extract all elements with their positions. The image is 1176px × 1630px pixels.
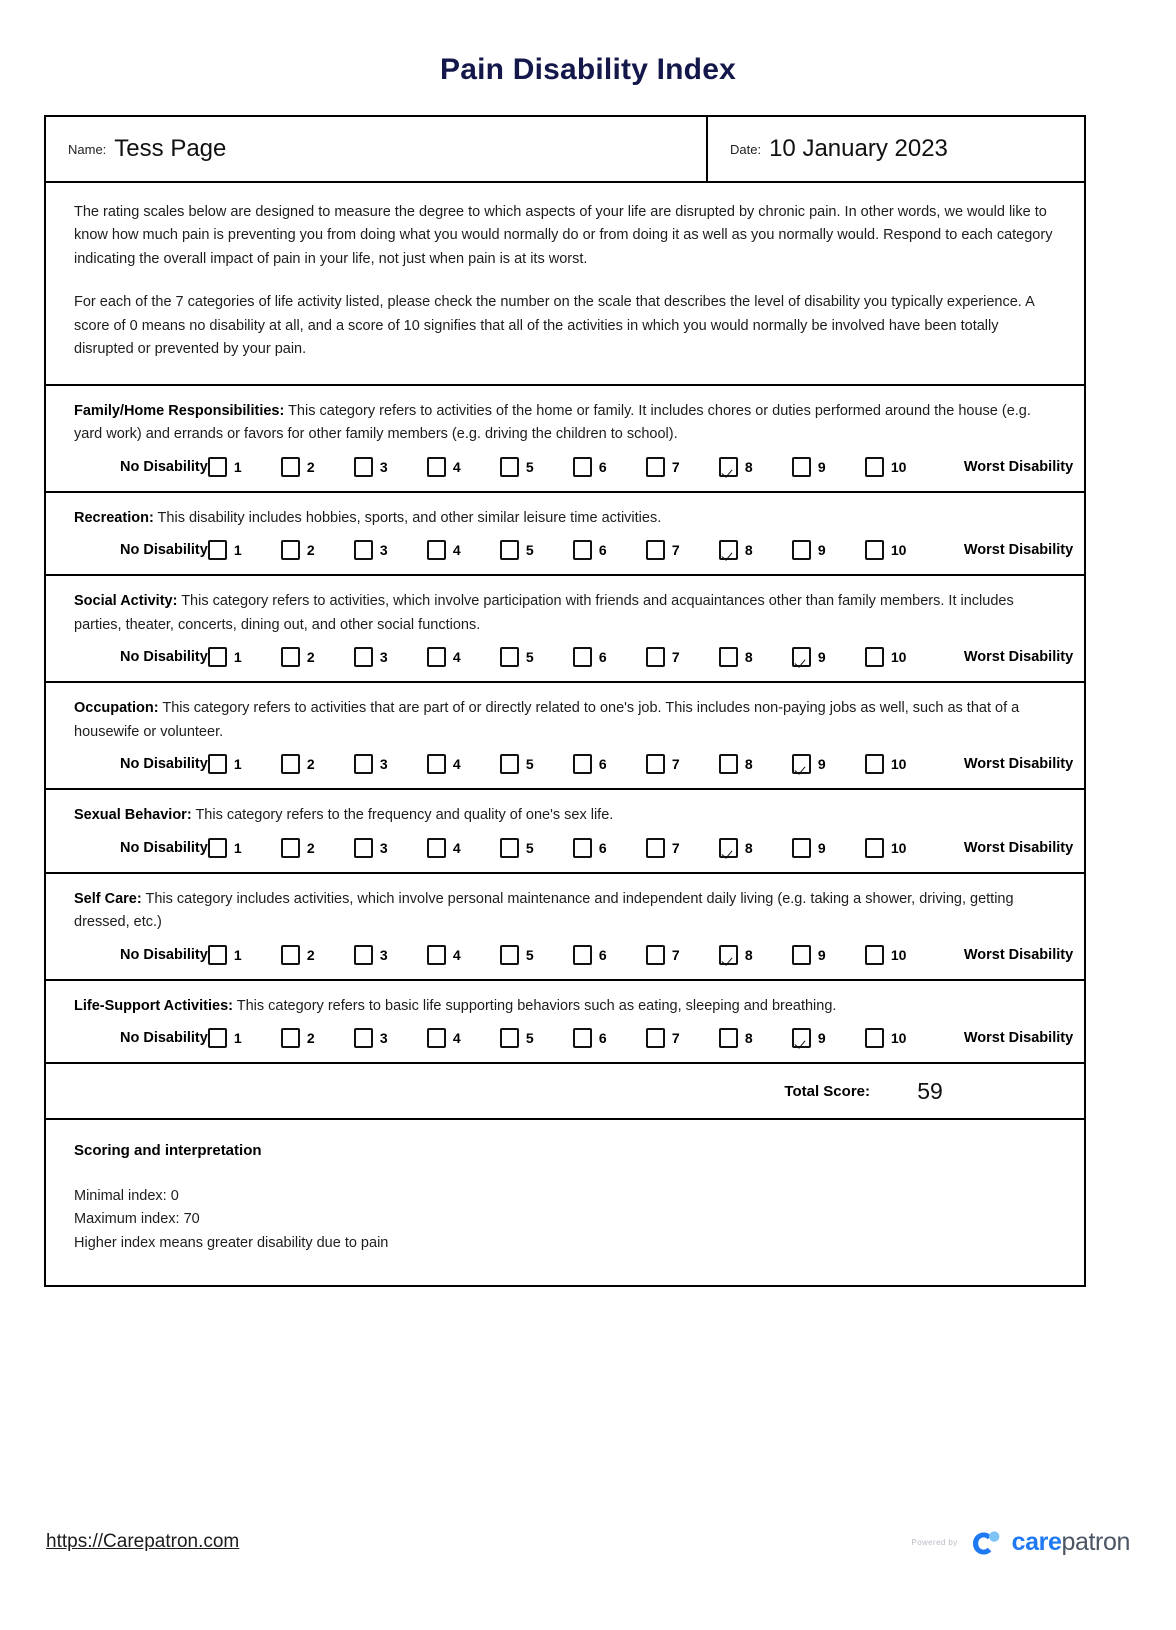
rating-scale-row [74,945,1074,965]
checkbox-icon[interactable] [500,1028,519,1048]
rating-option[interactable] [427,1028,500,1048]
checkbox-icon[interactable] [719,1028,738,1048]
rating-option-number: 7 [671,542,680,559]
checkbox-icon[interactable] [354,945,373,965]
category-name: Sexual Behavior: [74,807,192,824]
rating-option[interactable] [573,540,646,560]
checkbox-icon[interactable] [573,540,592,560]
rating-option[interactable] [792,754,865,774]
rating-option[interactable] [354,754,427,774]
rating-option[interactable] [646,457,719,477]
rating-option[interactable] [500,945,573,965]
rating-option[interactable] [646,540,719,560]
date-label: Date: [730,141,762,157]
rating-option-number: 5 [525,839,534,856]
rating-option-number: 6 [598,946,607,963]
rating-option[interactable] [792,1028,865,1048]
rating-option-number: 1 [233,839,242,856]
category-block [46,981,1084,1064]
rating-option[interactable] [427,754,500,774]
category-name: Occupation: [74,700,159,717]
rating-option[interactable] [792,457,865,477]
rating-option[interactable] [500,754,573,774]
checkbox-icon[interactable] [792,540,811,560]
rating-option[interactable] [646,1028,719,1048]
checkbox-icon[interactable] [573,457,592,477]
page-title: Pain Disability Index [440,53,736,86]
instructions-block [46,183,1084,386]
category-description-text: This category refers to basic life supporting behaviors such as eating, sleeping and breathing. [232,997,837,1014]
rating-option[interactable] [281,838,354,858]
checkbox-checked-icon[interactable] [792,754,811,774]
instructions-paragraph-1: The rating scales below are designed to measure the degree to which aspects of your life are disrupted by chronic pain. In other words, we would like to know how much pain is preventing you from doing what you would normally do or from doing it as well as you normally would. Respond to each category indicating the overall impact of pain in your life, not just when pain is at its worst. [74,204,1053,267]
rating-option[interactable] [354,1028,427,1048]
rating-option-number: 4 [452,458,461,475]
rating-option[interactable] [792,647,865,667]
rating-option-number: 1 [233,756,242,773]
rating-option-number: 2 [306,458,315,475]
checkbox-group [208,540,938,560]
rating-option[interactable] [500,1028,573,1048]
checkbox-icon[interactable] [427,838,446,858]
category-name: Social Activity: [74,593,178,610]
rating-option[interactable] [865,647,938,667]
checkbox-icon[interactable] [646,945,665,965]
checkbox-icon[interactable] [719,754,738,774]
rating-option-number: 5 [525,458,534,475]
checkbox-group [208,457,938,477]
checkbox-icon[interactable] [208,754,227,774]
rating-option-number: 6 [598,458,607,475]
checkbox-icon[interactable] [281,945,300,965]
rating-option[interactable] [719,457,792,477]
rating-option-number: 2 [306,649,315,666]
scale-label-no-disability: No Disability [120,946,208,963]
rating-scale-row [74,838,1074,858]
rating-option[interactable] [281,945,354,965]
category-description [74,400,1056,447]
category-description-text: This category refers to activities that are part of or directly related to one's job. This includes non-paying jobs as well, such as that of a housewife or volunteer. [74,700,1020,740]
checkbox-icon[interactable] [792,457,811,477]
rating-option[interactable] [573,754,646,774]
rating-option[interactable] [719,540,792,560]
checkbox-icon[interactable] [281,457,300,477]
rating-option-number: 10 [890,649,907,666]
rating-option-number: 3 [379,946,388,963]
rating-option-number: 5 [525,542,534,559]
checkbox-icon[interactable] [500,838,519,858]
rating-option[interactable] [573,1028,646,1048]
rating-option-number: 8 [744,946,753,963]
rating-option[interactable] [573,838,646,858]
checkbox-icon[interactable] [646,1028,665,1048]
scale-label-no-disability: No Disability [120,756,208,773]
rating-option[interactable] [500,647,573,667]
rating-option[interactable] [865,457,938,477]
powered-by-label: Powered by [911,1537,958,1547]
rating-option-number: 6 [598,756,607,773]
rating-option-number: 9 [817,1030,826,1047]
instructions-paragraph-2: For each of the 7 categories of life activity listed, please check the number on the scale that describes the level of disability you typically experience. A score of 0 means no disability at all, and a score of 10 signifies that all of the activities in which you would normally be involved have been totally disrupted or prevented by your pain. [74,294,1034,358]
form-frame [44,115,1086,1287]
rating-option-number: 5 [525,946,534,963]
scale-label-worst-disability: Worst Disability [963,839,1074,856]
rating-option-number: 3 [379,756,388,773]
rating-option[interactable] [719,754,792,774]
rating-scale-row [74,540,1074,560]
category-description [74,995,1056,1018]
rating-option[interactable] [865,754,938,774]
checkbox-icon[interactable] [354,457,373,477]
name-label: Name: [68,141,107,157]
scoring-maximum-index: Maximum index: 70 [74,1211,200,1228]
category-block [46,874,1084,981]
checkbox-icon[interactable] [208,838,227,858]
checkbox-icon[interactable] [573,647,592,667]
scale-label-worst-disability: Worst Disability [963,1030,1074,1047]
rating-option-number: 4 [452,542,461,559]
checkbox-icon[interactable] [865,945,884,965]
checkbox-icon[interactable] [792,838,811,858]
rating-option-number: 3 [379,1030,388,1047]
rating-option-number: 8 [744,458,753,475]
scale-label-no-disability: No Disability [120,1030,208,1047]
category-description-text: This disability includes hobbies, sports, and other similar leisure time activities. [153,509,662,526]
rating-option[interactable] [646,754,719,774]
checkbox-icon[interactable] [646,540,665,560]
rating-option-number: 6 [598,542,607,559]
rating-option[interactable] [427,838,500,858]
rating-option-number: 7 [671,756,680,773]
checkbox-icon[interactable] [208,1028,227,1048]
category-block [46,683,1084,790]
category-block [46,493,1084,576]
checkbox-icon[interactable] [573,1028,592,1048]
rating-option-number: 4 [452,756,461,773]
checkbox-icon[interactable] [427,540,446,560]
rating-option[interactable] [719,945,792,965]
scale-label-worst-disability: Worst Disability [963,756,1074,773]
rating-option[interactable] [354,838,427,858]
rating-option-number: 6 [598,839,607,856]
carepatron-logo-icon [969,1525,1003,1559]
checkbox-icon[interactable] [792,945,811,965]
rating-option[interactable] [573,647,646,667]
rating-option-number: 9 [817,542,826,559]
checkbox-group [208,838,938,858]
checkbox-icon[interactable] [427,647,446,667]
checkbox-icon[interactable] [427,945,446,965]
rating-option-number: 1 [233,649,242,666]
category-description [74,888,1056,935]
scoring-title: Scoring and interpretation [74,1142,262,1160]
scale-label-worst-disability: Worst Disability [963,458,1074,475]
rating-option[interactable] [354,457,427,477]
rating-option-number: 3 [379,839,388,856]
rating-option-number: 9 [817,649,826,666]
checkbox-checked-icon[interactable] [792,647,811,667]
rating-option[interactable] [646,945,719,965]
name-field[interactable] [46,117,708,181]
checkbox-group [208,945,938,965]
scoring-note: Higher index means greater disability due to pain [74,1234,389,1251]
checkbox-icon[interactable] [354,838,373,858]
rating-option[interactable] [427,945,500,965]
rating-option[interactable] [865,838,938,858]
checkbox-icon[interactable] [500,754,519,774]
rating-option-number: 3 [379,458,388,475]
rating-option-number: 8 [744,756,753,773]
rating-option-number: 2 [306,542,315,559]
rating-option-number: 7 [671,946,680,963]
rating-scale-row [74,754,1074,774]
total-score-row [46,1064,1084,1120]
rating-option[interactable] [208,457,281,477]
rating-option[interactable] [354,540,427,560]
checkbox-icon[interactable] [865,540,884,560]
checkbox-icon[interactable] [208,647,227,667]
checkbox-icon[interactable] [281,540,300,560]
checkbox-icon[interactable] [865,457,884,477]
checkbox-icon[interactable] [208,540,227,560]
rating-option[interactable] [500,540,573,560]
category-name: Family/Home Responsibilities: [74,402,285,419]
rating-option[interactable] [281,647,354,667]
rating-option[interactable] [354,945,427,965]
page-footer [0,1512,1176,1572]
checkbox-icon[interactable] [208,945,227,965]
rating-option-number: 9 [817,946,826,963]
rating-option-number: 5 [525,1030,534,1047]
checkbox-icon[interactable] [573,754,592,774]
checkbox-icon[interactable] [427,457,446,477]
checkbox-icon[interactable] [573,838,592,858]
rating-option[interactable] [792,838,865,858]
date-field[interactable] [708,117,1084,181]
rating-option-number: 9 [817,756,826,773]
rating-option-number: 2 [306,756,315,773]
checkbox-icon[interactable] [281,754,300,774]
rating-option-number: 8 [744,542,753,559]
scale-label-worst-disability: Worst Disability [963,649,1074,666]
rating-option[interactable] [427,457,500,477]
date-value: 10 January 2023 [769,135,948,162]
scoring-minimal-index: Minimal index: 0 [74,1188,179,1205]
rating-option[interactable] [719,838,792,858]
rating-option-number: 10 [890,542,907,559]
total-score-label: Total Score: [784,1082,870,1100]
rating-option-number: 1 [233,946,242,963]
checkbox-icon[interactable] [646,647,665,667]
rating-option[interactable] [646,647,719,667]
rating-option-number: 4 [452,649,461,666]
checkbox-icon[interactable] [573,945,592,965]
rating-option[interactable] [792,945,865,965]
checkbox-icon[interactable] [646,838,665,858]
rating-option[interactable] [573,945,646,965]
checkbox-icon[interactable] [719,647,738,667]
brand-name-part2: patron [1061,1527,1130,1556]
checkbox-icon[interactable] [646,754,665,774]
category-name: Self Care: [74,890,142,907]
category-description [74,804,1056,827]
brand-name-part1: care [1011,1527,1062,1556]
category-description-text: This category refers to activities of the home or family. It includes chores or duties performed around the house (e.g. yard work) and errands or favors for other family members (e.g. driving the children to school). [74,402,1031,443]
rating-option[interactable] [792,540,865,560]
checkbox-icon[interactable] [865,647,884,667]
category-description-text: This category includes activities, which involve personal maintenance and independent daily living (e.g. taking a shower, driving, getting dressed, etc.) [74,890,1014,931]
rating-scale-row [74,457,1074,477]
categories-container [46,386,1084,1064]
category-description [74,507,1056,530]
total-score-value: 59 [917,1077,943,1104]
rating-option-number: 8 [744,839,753,856]
rating-option-number: 1 [233,1030,242,1047]
carepatron-wordmark [1012,1528,1130,1557]
checkbox-icon[interactable] [500,647,519,667]
rating-option-number: 3 [379,649,388,666]
rating-option-number: 9 [817,839,826,856]
rating-option-number: 10 [890,1030,907,1047]
rating-option[interactable] [573,457,646,477]
rating-option[interactable] [208,945,281,965]
rating-option[interactable] [500,457,573,477]
rating-option-number: 5 [525,649,534,666]
category-description [74,590,1056,637]
rating-option-number: 2 [306,946,315,963]
category-name: Life-Support Activities: [74,997,233,1014]
rating-option[interactable] [354,647,427,667]
checkbox-checked-icon[interactable] [719,945,738,965]
rating-option-number: 7 [671,1030,680,1047]
rating-option[interactable] [208,754,281,774]
rating-option-number: 1 [233,542,242,559]
rating-option[interactable] [719,1028,792,1048]
rating-option[interactable] [281,540,354,560]
scale-label-no-disability: No Disability [120,649,208,666]
checkbox-icon[interactable] [500,945,519,965]
scale-label-no-disability: No Disability [120,542,208,559]
category-description-text: This category refers to activities, which involve participation with friends and acquaintances other than family members. It includes parties, theater, concerts, dining out, and other social functions. [74,593,1014,633]
scoring-interpretation-block [46,1120,1084,1285]
name-value: Tess Page [114,135,227,162]
rating-option[interactable] [719,647,792,667]
scale-label-no-disability: No Disability [120,458,208,475]
checkbox-group [208,754,938,774]
checkbox-icon[interactable] [281,1028,300,1048]
carepatron-branding [911,1525,1130,1559]
rating-option-number: 10 [890,756,907,773]
rating-option-number: 3 [379,542,388,559]
rating-option[interactable] [281,754,354,774]
checkbox-icon[interactable] [865,754,884,774]
carepatron-url-link[interactable]: https://Carepatron.com [46,1531,240,1552]
rating-option[interactable] [427,540,500,560]
checkbox-icon[interactable] [354,540,373,560]
checkbox-icon[interactable] [865,838,884,858]
checkbox-icon[interactable] [427,1028,446,1048]
rating-option[interactable] [865,1028,938,1048]
checkbox-icon[interactable] [354,1028,373,1048]
rating-option-number: 8 [744,1030,753,1047]
rating-option-number: 7 [671,839,680,856]
checkbox-icon[interactable] [354,647,373,667]
rating-option-number: 5 [525,756,534,773]
checkbox-icon[interactable] [500,540,519,560]
checkbox-checked-icon[interactable] [719,540,738,560]
rating-option-number: 10 [890,458,907,475]
category-description-text: This category refers to the frequency and quality of one's sex life. [191,807,614,824]
rating-option-number: 4 [452,1030,461,1047]
rating-option-number: 1 [233,458,242,475]
scale-label-no-disability: No Disability [120,839,208,856]
rating-option-number: 7 [671,458,680,475]
category-block [46,576,1084,683]
rating-option[interactable] [208,838,281,858]
category-block [46,386,1084,493]
rating-option[interactable] [208,1028,281,1048]
rating-option-number: 6 [598,649,607,666]
checkbox-icon[interactable] [354,754,373,774]
checkbox-icon[interactable] [208,457,227,477]
checkbox-group [208,647,938,667]
rating-option[interactable] [281,457,354,477]
checkbox-checked-icon[interactable] [719,457,738,477]
checkbox-icon[interactable] [865,1028,884,1048]
checkbox-icon[interactable] [281,647,300,667]
rating-option-number: 10 [890,839,907,856]
rating-option[interactable] [281,1028,354,1048]
rating-option[interactable] [500,838,573,858]
rating-option-number: 9 [817,458,826,475]
checkbox-icon[interactable] [427,754,446,774]
category-block [46,790,1084,873]
rating-option[interactable] [865,945,938,965]
checkbox-icon[interactable] [500,457,519,477]
checkbox-checked-icon[interactable] [792,1028,811,1048]
rating-scale-row [74,647,1074,667]
rating-option[interactable] [427,647,500,667]
category-description [74,697,1056,744]
rating-option[interactable] [865,540,938,560]
rating-option[interactable] [646,838,719,858]
checkbox-checked-icon[interactable] [719,838,738,858]
checkbox-group [208,1028,938,1048]
rating-option-number: 4 [452,946,461,963]
scale-label-worst-disability: Worst Disability [963,542,1074,559]
rating-option-number: 7 [671,649,680,666]
checkbox-icon[interactable] [646,457,665,477]
rating-option[interactable] [208,647,281,667]
rating-option-number: 10 [890,946,907,963]
rating-option-number: 2 [306,1030,315,1047]
rating-option[interactable] [208,540,281,560]
category-name: Recreation: [74,509,154,526]
checkbox-icon[interactable] [281,838,300,858]
scale-label-worst-disability: Worst Disability [963,946,1074,963]
rating-scale-row [74,1028,1074,1048]
rating-option-number: 6 [598,1030,607,1047]
rating-option-number: 8 [744,649,753,666]
rating-option-number: 4 [452,839,461,856]
rating-option-number: 2 [306,839,315,856]
patient-header-row [46,117,1084,183]
